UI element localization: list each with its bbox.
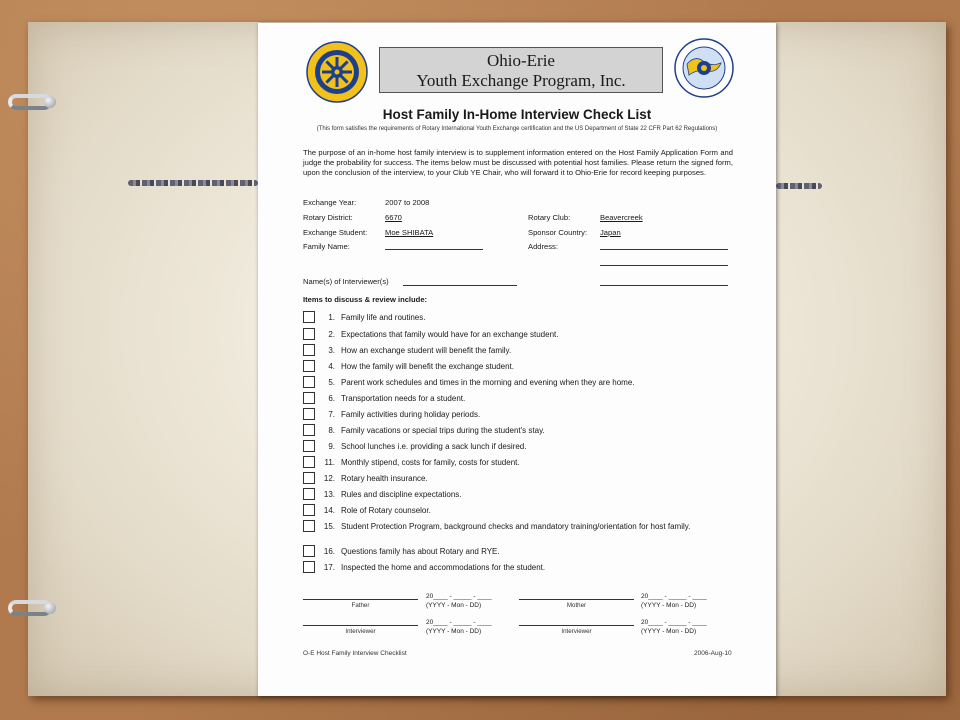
item-text: Family life and routines.	[341, 313, 426, 322]
mother-label: Mother	[566, 602, 587, 609]
checkbox[interactable]	[303, 456, 315, 468]
checklist-item	[303, 392, 743, 406]
item-number: 14.	[323, 506, 335, 515]
checklist-item	[303, 545, 743, 559]
checklist-item	[303, 328, 743, 342]
item-text: How the family will benefit the exchange student.	[341, 362, 514, 371]
father-date-format: (YYYY - Mon - DD)	[426, 602, 482, 609]
item-number: 2.	[328, 330, 335, 339]
mother-date-field[interactable]: 20____ - _____ - ____	[641, 593, 707, 600]
checkbox[interactable]	[303, 424, 315, 436]
family-name-label: Family Name:	[303, 242, 350, 251]
exchange-student-value: Moe SHIBATA	[385, 228, 434, 237]
mother-date-format: (YYYY - Mon - DD)	[641, 602, 697, 609]
checkbox[interactable]	[303, 392, 315, 404]
address-field-line3[interactable]	[600, 285, 728, 286]
interviewer2-label: Interviewer	[561, 628, 592, 635]
org-name-line2: Youth Exchange Program, Inc.	[416, 71, 626, 90]
checkbox[interactable]	[303, 376, 315, 388]
form-title: Host Family In-Home Interview Check List	[382, 107, 652, 122]
sponsor-country-label: Sponsor Country:	[528, 228, 588, 237]
item-text: Rules and discipline expectations.	[341, 490, 462, 499]
item-number: 3.	[328, 346, 335, 355]
item-number: 13.	[323, 490, 335, 499]
item-text: Family activities during holiday periods.	[341, 410, 481, 419]
checkbox[interactable]	[303, 488, 315, 500]
interviewer1-date-field[interactable]: 20____ - _____ - ____	[426, 619, 492, 626]
item-text: Rotary health insurance.	[341, 474, 428, 483]
item-text: Transportation needs for a student.	[341, 394, 466, 403]
item-text: Inspected the home and accommodations for the student.	[341, 563, 546, 572]
interviewer2-signature-line[interactable]	[519, 625, 634, 626]
organization-name-box	[379, 47, 663, 93]
checkbox[interactable]	[303, 440, 315, 452]
father-label: Father	[351, 602, 370, 609]
org-name-line1: Ohio-Erie	[487, 51, 555, 70]
family-name-field[interactable]	[385, 249, 483, 250]
exchange-year-label: Exchange Year:	[303, 198, 357, 207]
interviewers-field[interactable]	[403, 285, 517, 286]
father-signature-line[interactable]	[303, 599, 418, 600]
checkbox[interactable]	[303, 344, 315, 356]
item-text: Questions family has about Rotary and RYE.	[341, 547, 500, 556]
item-text: How an exchange student will benefit the family.	[341, 346, 512, 355]
checkbox[interactable]	[303, 520, 315, 532]
item-text: School lunches i.e. providing a sack lunch if desired.	[341, 442, 527, 451]
item-number: 12.	[323, 474, 335, 483]
checklist-item	[303, 408, 743, 422]
item-number: 5.	[328, 378, 335, 387]
exchange-year-value: 2007 to 2008	[385, 198, 430, 207]
checkbox[interactable]	[303, 408, 315, 420]
checkbox[interactable]	[303, 561, 315, 573]
checklist-document	[258, 23, 776, 696]
decorative-streak-right	[776, 183, 822, 189]
checklist-item	[303, 520, 743, 534]
rotary-international-logo	[306, 41, 368, 103]
item-number: 11.	[324, 458, 335, 467]
item-text: Expectations that family would have for an exchange student.	[341, 330, 559, 339]
rotary-club-label: Rotary Club:	[528, 213, 571, 222]
interviewer1-date-format: (YYYY - Mon - DD)	[426, 628, 482, 635]
item-text: Parent work schedules and times in the morning and evening when they are home.	[341, 378, 635, 387]
checklist-item	[303, 440, 743, 454]
interviewer1-label: Interviewer	[345, 628, 376, 635]
father-date-field[interactable]: 20____ - _____ - ____	[426, 593, 492, 600]
binder-rivet-top	[44, 96, 56, 108]
intro-paragraph: The purpose of an in-home host family interview is to supplement information entered on the Host Family Application Form and judge the probability for success. The items below must be discussed with potential host families. Please return the signed form, upon the conclusion of the interview, to your Club YE Chair, who will forward it to Ohio-Erie for record keeping purposes.	[303, 148, 733, 178]
exchange-student-label: Exchange Student:	[303, 228, 368, 237]
item-number: 9.	[328, 442, 335, 451]
rotary-district-label: Rotary District:	[303, 213, 353, 222]
checkbox[interactable]	[303, 311, 315, 323]
checklist-item	[303, 504, 743, 518]
item-text: Family vacations or special trips during the student's stay.	[341, 426, 545, 435]
checkbox[interactable]	[303, 472, 315, 484]
rotary-district-value: 6670	[385, 213, 402, 222]
items-heading: Items to discuss & review include:	[303, 295, 428, 304]
item-number: 6.	[328, 394, 335, 403]
checklist-item	[303, 561, 743, 575]
item-text: Monthly stipend, costs for family, costs for student.	[341, 458, 520, 467]
checklist-item	[303, 311, 743, 325]
checklist-item	[303, 376, 743, 390]
footer-right: 2006-Aug-10	[694, 650, 732, 657]
binder-rivet-bottom	[44, 602, 56, 614]
item-text: Student Protection Program, background checks and mandatory training/orientation for host family.	[341, 522, 691, 531]
footer-left: O-E Host Family Interview Checklist	[303, 650, 407, 657]
checklist-item	[303, 488, 743, 502]
checkbox[interactable]	[303, 328, 315, 340]
rotary-youth-exchange-logo	[673, 37, 735, 99]
address-label: Address:	[528, 242, 558, 251]
interviewers-label: Name(s) of Interviewer(s)	[303, 277, 389, 286]
checklist-item	[303, 456, 743, 470]
checklist-item	[303, 424, 743, 438]
checkbox[interactable]	[303, 545, 315, 557]
form-subtitle: (This form satisfies the requirements of Rotary International Youth Exchange certification and the US Department of State 22 CFR Part 62 Regulations)	[316, 126, 718, 132]
checklist-item	[303, 472, 743, 486]
address-field-line2[interactable]	[600, 265, 728, 266]
item-number: 1.	[328, 313, 335, 322]
checkbox[interactable]	[303, 360, 315, 372]
checklist-item	[303, 360, 743, 374]
address-field-line1[interactable]	[600, 249, 728, 250]
item-number: 17.	[323, 563, 335, 572]
decorative-streak-left	[128, 180, 258, 186]
item-number: 8.	[328, 426, 335, 435]
rotary-club-value: Beavercreek	[600, 213, 643, 222]
item-text: Role of Rotary counselor.	[341, 506, 431, 515]
item-number: 7.	[328, 410, 335, 419]
interviewer2-date-format: (YYYY - Mon - DD)	[641, 628, 697, 635]
item-number: 16.	[323, 547, 335, 556]
item-number: 15.	[323, 522, 335, 531]
sponsor-country-value: Japan	[600, 228, 621, 237]
interviewer2-date-field[interactable]: 20____ - _____ - ____	[641, 619, 707, 626]
interviewer1-signature-line[interactable]	[303, 625, 418, 626]
checklist-item	[303, 344, 743, 358]
checkbox[interactable]	[303, 504, 315, 516]
mother-signature-line[interactable]	[519, 599, 634, 600]
item-number: 4.	[328, 362, 335, 371]
